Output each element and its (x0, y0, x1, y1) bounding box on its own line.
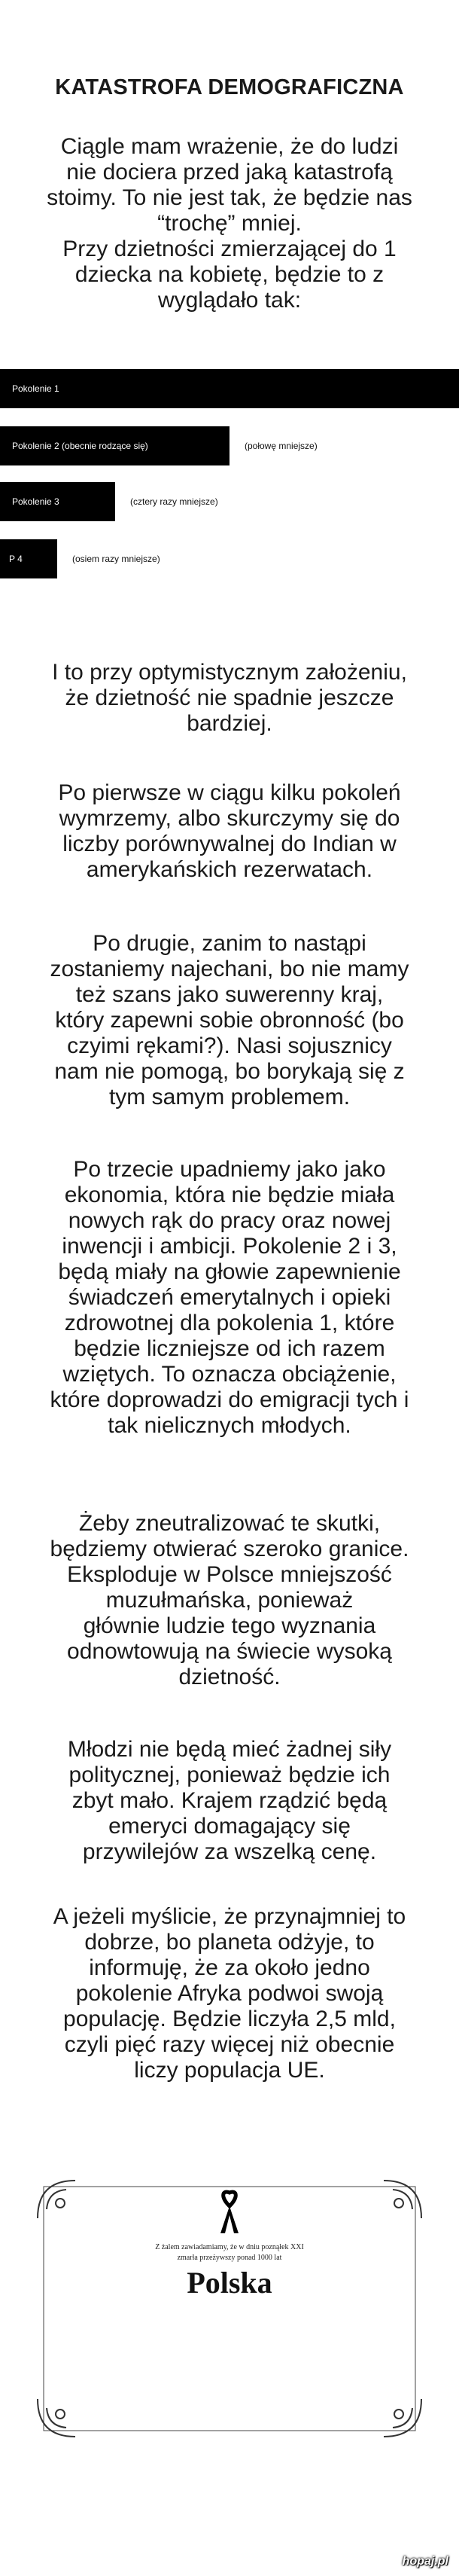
text-line: stoimy. To nie jest tak, że będzie nas (47, 185, 412, 210)
text-line: będzie liczniejsze od ich razem (74, 1336, 385, 1361)
text-line: przywilejów za wszelką cenę. (82, 1839, 377, 1864)
text-line: Żeby zneutralizować te skutki, (78, 1511, 381, 1536)
text-line: populację. Będzie liczyła 2,5 mld, (63, 2007, 396, 2031)
text-line: Po trzecie upadniemy jako jako (73, 1157, 386, 1182)
page-title: KATASTROFA DEMOGRAFICZNA (55, 75, 404, 99)
obituary-caption-line: zmarła przeżywszy ponad 1000 lat (177, 2254, 282, 2262)
text-line: wziętych. To oznacza obciążenie, (62, 1362, 397, 1387)
generation-label: P 4 (9, 554, 23, 564)
text-line: A jeżeli myślicie, że przynajmniej to (53, 1904, 406, 1929)
text-line: dzietność. (178, 1665, 281, 1689)
paragraph-first (23, 780, 436, 883)
paragraph-africa (23, 1904, 436, 2083)
text-line: zbyt mało. Krajem rządzić będą (71, 1788, 388, 1813)
generation-label: Pokolenie 3 (12, 496, 59, 507)
text-line: liczy populacja UE. (134, 2058, 325, 2083)
text-line: muzułmańska, ponieważ (105, 1588, 354, 1613)
generation-bar (0, 482, 115, 521)
text-line: informuję, że za około jedno (89, 1955, 370, 1980)
obituary-caption (30, 2242, 429, 2263)
text-line: Przy dzietności zmierzającej do 1 (62, 237, 397, 261)
paragraph-optimistic (23, 660, 436, 737)
text-line: emeryci domagający się (108, 1814, 351, 1839)
watermark: hopaj.pl (402, 2555, 448, 2568)
paragraph-borders (23, 1511, 436, 1690)
text-line: liczby porównywalnej do Indian w (62, 832, 397, 856)
generation-bar (0, 369, 459, 408)
text-line: Po pierwsze w ciągu kilku pokoleń (58, 780, 401, 805)
obituary-card (30, 2173, 429, 2444)
text-line: politycznej, ponieważ będzie ich (68, 1763, 391, 1787)
text-line: nowych rąk do pracy oraz nowej (68, 1208, 391, 1233)
text-line: “trochę” mniej. (157, 211, 302, 236)
text-line: czyli pięć razy więcej niż obecnie (64, 2032, 395, 2057)
text-line: czyimi rękami?). Nasi sojusznicy (67, 1033, 392, 1058)
text-line: będziemy otwierać szeroko granice. (50, 1537, 409, 1561)
generation-bar (0, 426, 230, 465)
text-line: głównie ludzie tego wyznania (83, 1613, 376, 1638)
paragraph-third (23, 1157, 436, 1439)
text-line: nam nie pomogą, bo borykają się z (54, 1059, 405, 1084)
text-line: tak nielicznych młodych. (108, 1413, 351, 1438)
paragraph-politics (23, 1737, 436, 1865)
text-line: świadczeń emerytalnych i opieki (68, 1285, 391, 1310)
text-line: wyglądało tak: (157, 288, 302, 313)
generation-bar (0, 539, 57, 578)
generation-label: Pokolenie 2 (obecnie rodzące się) (12, 441, 148, 451)
text-line: I to przy optymistycznym założeniu, (52, 660, 407, 685)
text-line: Ciągle mam wrażenie, że do ludzi (60, 134, 399, 159)
text-line: Eksploduje w Polsce mniejszość (67, 1562, 392, 1587)
text-line: Po drugie, zanim to nastąpi (93, 931, 366, 956)
text-line: też szans jako suwerenny kraj, (75, 982, 384, 1007)
text-line: tym samym problemem. (108, 1085, 351, 1109)
text-line: odnowtowują na świecie wysoką (67, 1639, 392, 1664)
obituary-caption-line: Z żalem zawiadamiamy, że w dniu poznąłek XXI (155, 2243, 304, 2251)
generation-note: (połowę mniejsze) (245, 441, 318, 451)
mourning-ribbon-icon (217, 2190, 242, 2236)
text-line: nie dociera przed jaką katastrofą (66, 160, 393, 185)
text-line: amerykańskich rezerwatach. (86, 857, 373, 882)
text-line: pokolenie Afryka podwoi swoją (75, 1981, 384, 2006)
generation-note: (osiem razy mniejsze) (72, 554, 160, 564)
text-line: zdrowotnej dla pokolenia 1, które (64, 1311, 395, 1335)
paragraph-second (23, 931, 436, 1110)
text-line: inwencji i ambicji. Pokolenie 2 i 3, (62, 1234, 397, 1259)
text-line: które doprowadzi do emigracji tych i (50, 1387, 409, 1412)
text-line: dobrze, bo planeta odżyje, to (84, 1930, 375, 1955)
obituary-country: Polska (187, 2266, 272, 2300)
text-line: dziecka na kobietę, będzie to z (74, 262, 385, 287)
generation-note: (cztery razy mniejsze) (130, 496, 218, 507)
generation-label: Pokolenie 1 (12, 383, 59, 394)
text-line: zostaniemy najechani, bo nie mamy (50, 957, 409, 981)
text-line: że dzietność nie spadnie jeszcze (65, 685, 394, 710)
text-line: będą miały na głowie zapewnienie (58, 1259, 401, 1284)
text-line: wymrzemy, albo skurczymy się do (59, 806, 400, 831)
text-line: który zapewni sobie obronność (bo (55, 1008, 404, 1033)
intro-paragraph (23, 134, 436, 313)
text-line: Młodzi nie będą mieć żadnej siły (67, 1737, 392, 1762)
text-line: bardziej. (187, 711, 272, 736)
text-line: ekonomia, która nie będzie miała (64, 1183, 395, 1207)
